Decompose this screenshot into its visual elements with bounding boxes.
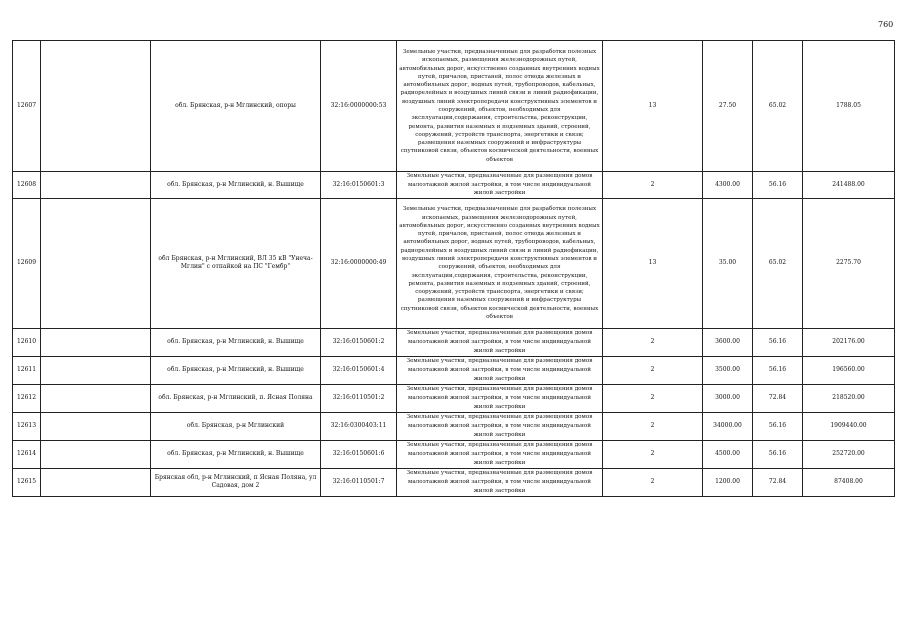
land-use-cell: Земельные участки, предназначенные для размещения домов малоэтажной жилой застройки, в том числе индивидуальной жилой застройки bbox=[397, 356, 603, 384]
cadastral-number-cell: 32:16:0150601:3 bbox=[321, 172, 397, 199]
address-cell: Брянская обл, р-н Мглинский, п Ясная Поляна, ул Садовая, дом 2 bbox=[151, 468, 321, 496]
cadastral-number-cell: 32:16:0000000:53 bbox=[321, 41, 397, 172]
empty-cell bbox=[41, 328, 151, 356]
area-cell: 27.50 bbox=[703, 41, 753, 172]
land-use-cell: Земельные участки, предназначенные для размещения домов малоэтажной жилой застройки, в том числе индивидуальной жилой застройки bbox=[397, 440, 603, 468]
row-number: 12613 bbox=[13, 412, 41, 440]
rate-cell: 65.02 bbox=[753, 198, 803, 328]
rate-cell: 56.16 bbox=[753, 172, 803, 199]
row-number: 12609 bbox=[13, 198, 41, 328]
empty-cell bbox=[41, 41, 151, 172]
cadastral-number-cell: 32:16:0110501:2 bbox=[321, 384, 397, 412]
value-cell: 252720.00 bbox=[803, 440, 895, 468]
cadastral-value-table bbox=[12, 40, 895, 497]
cadastral-number-cell: 32:16:0150601:6 bbox=[321, 440, 397, 468]
address-cell: обл. Брянская, р-н Мглинский, н. Вышище bbox=[151, 328, 321, 356]
address-cell: обл. Брянская, р-н Мглинский, н. Вышище bbox=[151, 356, 321, 384]
address-cell: обл. Брянская, р-н Мглинский bbox=[151, 412, 321, 440]
row-number: 12611 bbox=[13, 356, 41, 384]
value-cell: 1788.05 bbox=[803, 41, 895, 172]
row-number: 12607 bbox=[13, 41, 41, 172]
group-cell: 2 bbox=[603, 440, 703, 468]
rate-cell: 72.84 bbox=[753, 384, 803, 412]
land-use-cell: Земельные участки, предназначенные для размещения домов малоэтажной жилой застройки, в том числе индивидуальной жилой застройки bbox=[397, 384, 603, 412]
cadastral-number-cell: 32:16:0150601:2 bbox=[321, 328, 397, 356]
group-cell: 2 bbox=[603, 384, 703, 412]
area-cell: 3500.00 bbox=[703, 356, 753, 384]
land-use-cell: Земельные участки, предназначенные для разработки полезных ископаемых, размещения железнодорожных путей, автомобильных дорог, искусственно созданных внутренних водных путей, причалов, пристаней, полос отвода железных и автомобильных дорог, водных путей, трубопроводов, кабельных, радиорелейных и воздушных линий связи и линий радиофикации, воздушных линий электропередачи конструктивных элементов и сооружений, объектов, необходимых для эксплуатации,содержания, строительства, реконструкции, ремонта, развития наземных и подземных зданий, строений, сооружений, устройств транспорта, энергетики и связи; размещения наземных сооружений и инфраструктуры спутниковой связи, объектов космической деятельности, военных объектов bbox=[397, 41, 603, 172]
area-cell: 3000.00 bbox=[703, 384, 753, 412]
address-cell: обл. Брянская, р-н Мглинский, опоры bbox=[151, 41, 321, 172]
area-cell: 3600.00 bbox=[703, 328, 753, 356]
area-cell: 4500.00 bbox=[703, 440, 753, 468]
row-number: 12610 bbox=[13, 328, 41, 356]
land-use-cell: Земельные участки, предназначенные для разработки полезных ископаемых, размещения железнодорожных путей, автомобильных дорог, искусственно созданных внутренних водных путей, причалов, пристаней, полос отвода железных и автомобильных дорог, водных путей, трубопроводов, кабельных, радиорелейных и воздушных линий связи и линий радиофикации, воздушных линий электропередачи конструктивных элементов и сооружений, объектов, необходимых для эксплуатации,содержания, строительства, реконструкции, ремонта, развития наземных и подземных зданий, строений, сооружений, устройств транспорта, энергетики и связи; размещения наземных сооружений и инфраструктуры спутниковой связи, объектов космической деятельности, военных объектов bbox=[397, 198, 603, 328]
value-cell: 218520.00 bbox=[803, 384, 895, 412]
value-cell: 87408.00 bbox=[803, 468, 895, 496]
table-row bbox=[13, 356, 895, 384]
address-cell: обл. Брянская, р-н Мглинский, п. Ясная Поляна bbox=[151, 384, 321, 412]
cadastral-number-cell: 32:16:0110501:7 bbox=[321, 468, 397, 496]
row-number: 12615 bbox=[13, 468, 41, 496]
rate-cell: 72.84 bbox=[753, 468, 803, 496]
land-use-cell: Земельные участки, предназначенные для размещения домов малоэтажной жилой застройки, в том числе индивидуальной жилой застройки bbox=[397, 172, 603, 199]
empty-cell bbox=[41, 198, 151, 328]
area-cell: 1200.00 bbox=[703, 468, 753, 496]
empty-cell bbox=[41, 440, 151, 468]
page-number: 760 bbox=[878, 20, 894, 29]
table-row bbox=[13, 41, 895, 172]
rate-cell: 65.02 bbox=[753, 41, 803, 172]
group-cell: 13 bbox=[603, 198, 703, 328]
land-use-cell: Земельные участки, предназначенные для размещения домов малоэтажной жилой застройки, в том числе индивидуальной жилой застройки bbox=[397, 412, 603, 440]
rate-cell: 56.16 bbox=[753, 440, 803, 468]
group-cell: 2 bbox=[603, 356, 703, 384]
rate-cell: 56.16 bbox=[753, 412, 803, 440]
row-number: 12608 bbox=[13, 172, 41, 199]
cadastral-number-cell: 32:16:0000000:49 bbox=[321, 198, 397, 328]
rate-cell: 56.16 bbox=[753, 328, 803, 356]
land-use-cell: Земельные участки, предназначенные для размещения домов малоэтажной жилой застройки, в том числе индивидуальной жилой застройки bbox=[397, 468, 603, 496]
area-cell: 35.00 bbox=[703, 198, 753, 328]
area-cell: 4300.00 bbox=[703, 172, 753, 199]
row-number: 12612 bbox=[13, 384, 41, 412]
group-cell: 2 bbox=[603, 172, 703, 199]
address-cell: обл. Брянская, р-н Мглинский, н. Вышище bbox=[151, 440, 321, 468]
empty-cell bbox=[41, 172, 151, 199]
table-row bbox=[13, 328, 895, 356]
group-cell: 13 bbox=[603, 41, 703, 172]
rate-cell: 56.16 bbox=[753, 356, 803, 384]
address-cell: обл Брянская, р-н Мглинский, ВЛ 35 кВ "Унеча-Мглин" с отпайкой на ПС "Гембр" bbox=[151, 198, 321, 328]
value-cell: 196560.00 bbox=[803, 356, 895, 384]
row-number: 12614 bbox=[13, 440, 41, 468]
empty-cell bbox=[41, 412, 151, 440]
table-row bbox=[13, 198, 895, 328]
empty-cell bbox=[41, 468, 151, 496]
group-cell: 2 bbox=[603, 412, 703, 440]
table-row bbox=[13, 384, 895, 412]
value-cell: 2275.70 bbox=[803, 198, 895, 328]
group-cell: 2 bbox=[603, 468, 703, 496]
land-use-cell: Земельные участки, предназначенные для размещения домов малоэтажной жилой застройки, в том числе индивидуальной жилой застройки bbox=[397, 328, 603, 356]
area-cell: 34000.00 bbox=[703, 412, 753, 440]
value-cell: 202176.00 bbox=[803, 328, 895, 356]
empty-cell bbox=[41, 356, 151, 384]
value-cell: 241488.00 bbox=[803, 172, 895, 199]
cadastral-number-cell: 32:16:0150601:4 bbox=[321, 356, 397, 384]
table-row bbox=[13, 440, 895, 468]
table-row bbox=[13, 468, 895, 496]
value-cell: 1909440.00 bbox=[803, 412, 895, 440]
address-cell: обл. Брянская, р-н Мглинский, н. Вышище bbox=[151, 172, 321, 199]
group-cell: 2 bbox=[603, 328, 703, 356]
cadastral-number-cell: 32:16:0300403:11 bbox=[321, 412, 397, 440]
table-row bbox=[13, 172, 895, 199]
table-row bbox=[13, 412, 895, 440]
empty-cell bbox=[41, 384, 151, 412]
